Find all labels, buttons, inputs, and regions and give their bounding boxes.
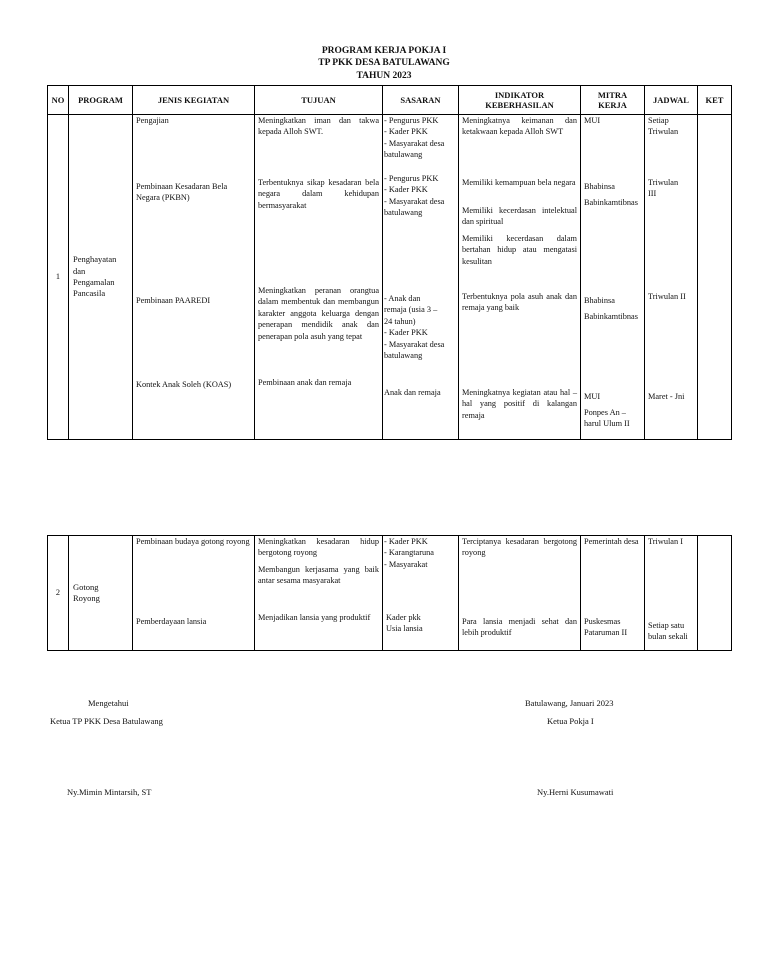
right-signatory-name: Ny.Herni Kusumawati xyxy=(537,787,614,797)
indikator-cell: Terciptanya kesadaran bergotong royong Para lansia menjadi sehat dan lebih produktif xyxy=(459,536,581,651)
row-number: 2 xyxy=(48,536,69,651)
ket-cell xyxy=(698,536,732,651)
col-jadwal: JADWAL xyxy=(645,86,698,115)
table-header-row xyxy=(48,86,732,115)
activity-pkbn: Pembinaan Kesadaran Bela Negara (PKBN) xyxy=(136,182,228,203)
tujuan-cell: Meningkatkan iman dan takwa kepada Alloh SWT. Terbentuknya sikap kesadaran bela negara dalam kehidupan bermasyarakat Meningkatkan peranan orangtua dalam membentuk dan membangun karakter anggota keluarga dengan penerapan mendidik anak dan penerapan pola asuh yang tepat Pembinaan anak dan remaja xyxy=(255,115,383,440)
left-signatory-role: Ketua TP PKK Desa Batulawang xyxy=(50,716,163,726)
col-tujuan: TUJUAN xyxy=(255,86,383,115)
col-mitra-kerja: MITRA KERJA xyxy=(581,86,645,115)
col-program: PROGRAM xyxy=(69,86,133,115)
mitra-cell: MUI Bhabinsa Babinkamtibnas Bhabinsa Babinkamtibnas MUI Ponpes An – harul Ulum II xyxy=(581,115,645,440)
col-no: NO xyxy=(48,86,69,115)
tujuan-cell: Meningkatkan kesadaran hidup bergotong royong Membangun kerjasama yang baik antar sesama masyarakat Menjadikan lansia yang produktif xyxy=(255,536,383,651)
program-name: Penghayatan dan Pengamalan Pancasila xyxy=(69,115,133,440)
indikator-cell: Meningkatnya keimanan dan ketakwaan kepada Alloh SWT Memiliki kemampuan bela negara Memiliki kecerdasan intelektual dan spiritual Memiliki kecerdasan dalam bertahan hidup atau mengatasi kesulitan Terbentuknya pola asuh anak dan remaja yang baik Meningkatnya kegiatan atau hal – hal yang positif di kalangan remaja xyxy=(459,115,581,440)
col-indikator: INDIKATOR KEBERHASILAN xyxy=(459,86,581,115)
place-date: Batulawang, Januari 2023 xyxy=(525,698,614,708)
col-jenis-kegiatan: JENIS KEGIATAN xyxy=(133,86,255,115)
mitra-cell: Pemerintah desa Puskesmas Pataruman II xyxy=(581,536,645,651)
ket-cell xyxy=(698,115,732,440)
jadwal-cell: Triwulan I Setiap satu bulan sekali xyxy=(645,536,698,651)
table-row xyxy=(48,536,732,651)
activity-pengajian: Pengajian xyxy=(136,116,169,125)
row-number: 1 xyxy=(48,115,69,440)
program-table-2 xyxy=(47,535,732,651)
sasaran-cell: - Pengurus PKK - Kader PKK - Masyarakat desa batulawang - Pengurus PKK - Kader PKK - Masyarakat desa batulawang - Anak dan remaja (usia 3 – 24 tahun) - Kader PKK - Masyarakat desa batulawang Anak dan remaja xyxy=(383,115,459,440)
activity-koas: Kontek Anak Soleh (KOAS) xyxy=(136,380,232,389)
program-table-1 xyxy=(47,85,732,440)
left-signatory-name: Ny.Mimin Mintarsih, ST xyxy=(67,787,152,797)
document-title: PROGRAM KERJA POKJA I xyxy=(321,46,447,56)
sasaran-cell: - Kader PKK - Karangtaruna - Masyarakat Kader pkk Usia lansia xyxy=(383,536,459,651)
jenis-kegiatan-cell: Pembinaan budaya gotong royong Pemberdayaan lansia xyxy=(133,536,255,651)
col-sasaran: SASARAN xyxy=(383,86,459,115)
jadwal-cell: Setiap Triwulan Triwulan III Triwulan II Maret - Jni xyxy=(645,115,698,440)
document-year: TAHUN 2023 xyxy=(356,71,412,81)
document-subtitle: TP PKK DESA BATULAWANG xyxy=(318,58,450,68)
mengetahui-label: Mengetahui xyxy=(88,698,129,708)
right-signatory-role: Ketua Pokja I xyxy=(547,716,594,726)
program-name: Gotong Royong xyxy=(69,536,133,651)
activity-paaredi: Pembinaan PAAREDI xyxy=(136,296,211,305)
col-ket: KET xyxy=(698,86,732,115)
table-row xyxy=(48,115,732,440)
jenis-kegiatan-cell xyxy=(133,115,255,440)
